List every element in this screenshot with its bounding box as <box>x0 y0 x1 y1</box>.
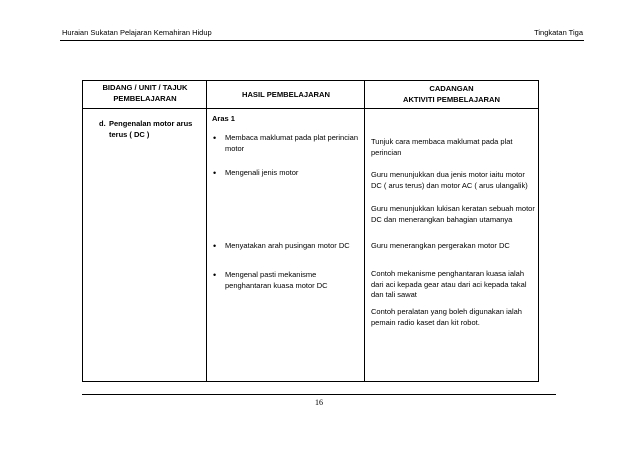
header-document-title: Huraian Sukatan Pelajaran Kemahiran Hidup <box>62 28 212 37</box>
syllabus-table <box>82 80 539 382</box>
topic-label: d. <box>99 119 106 128</box>
outcome-item <box>213 168 359 179</box>
bullet-icon: • <box>213 133 217 143</box>
topic-cell <box>99 119 205 140</box>
column-outcomes <box>207 81 365 381</box>
outcome-text: Membaca maklumat pada plat perincian motor <box>225 133 358 153</box>
header-rule <box>60 40 584 41</box>
level-label: Aras 1 <box>212 114 235 123</box>
activity-item: Tunjuk cara membaca maklumat pada plat perincian <box>371 137 513 157</box>
column-header-activities-line2: AKTIVITI PEMBELAJARAN <box>402 95 501 104</box>
column-header-activities-line1: CADANGAN <box>429 84 474 93</box>
outcome-text: Mengenali jenis motor <box>225 168 299 177</box>
activity-item: Guru menunjukkan dua jenis motor iaitu motor DC ( arus terus) dan motor AC ( arus ulangalik) <box>371 170 528 190</box>
footer-rule <box>82 394 556 395</box>
header-form-level: Tingkatan Tiga <box>534 28 583 37</box>
column-header-activities <box>365 83 538 105</box>
outcome-item <box>213 133 359 154</box>
outcome-item <box>213 270 359 291</box>
activity-item: Contoh mekanisme penghantaran kuasa ialah dari aci kepada gear atau dari aci kepada takal dan tali sawat <box>371 269 527 299</box>
activity-item: Contoh peralatan yang boleh digunakan ialah pemain radio kaset dan kit robot. <box>371 307 522 327</box>
page-number: 16 <box>315 398 323 407</box>
activity-item: Guru menunjukkan lukisan keratan sebuah motor DC dan menerangkan bahagian utamanya <box>371 204 535 224</box>
outcome-item <box>213 241 359 252</box>
column-header-outcomes: HASIL PEMBELAJARAN <box>241 90 331 99</box>
bullet-icon: • <box>213 168 217 178</box>
activity-item: Guru menerangkan pergerakan motor DC <box>371 241 510 250</box>
bullet-icon: • <box>213 270 217 280</box>
outcome-text: Mengenal pasti mekanisme penghantaran kuasa motor DC <box>225 270 328 290</box>
outcome-text: Menyatakan arah pusingan motor DC <box>225 241 350 250</box>
header-row-divider <box>83 108 538 109</box>
bullet-icon: • <box>213 241 217 251</box>
column-activities <box>365 81 538 381</box>
topic-text: Pengenalan motor arus terus ( DC ) <box>109 119 193 139</box>
column-header-topic: BIDANG / UNIT / TAJUK PEMBELAJARAN <box>102 83 188 103</box>
